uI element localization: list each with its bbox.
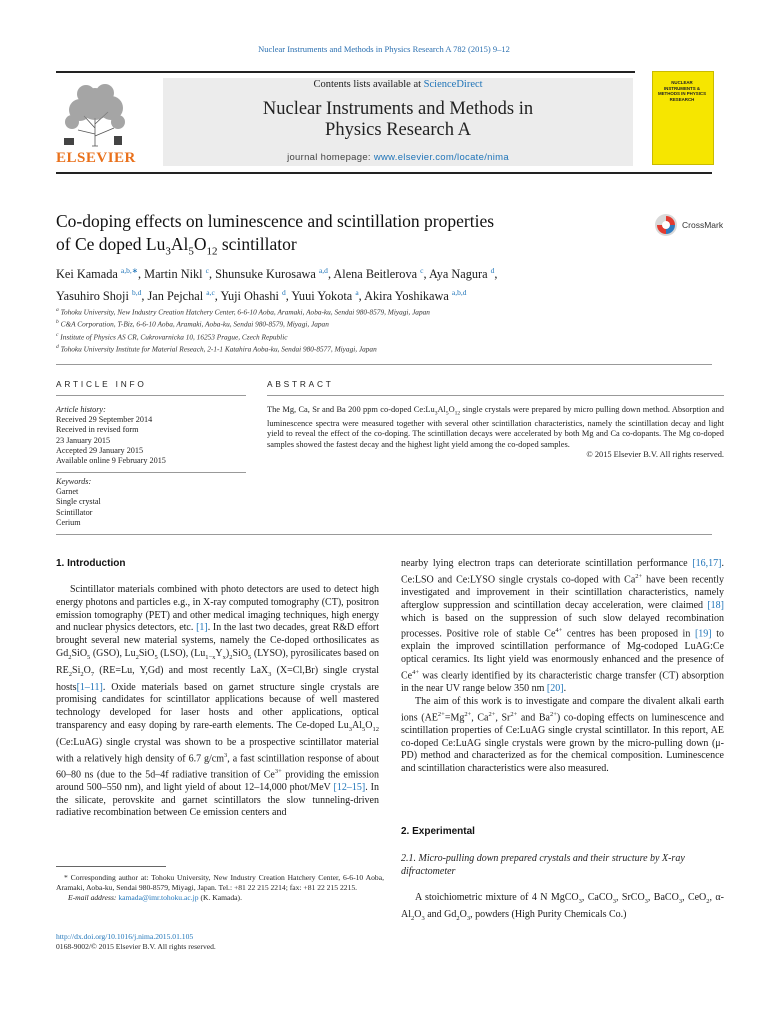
footnote-rule — [56, 866, 166, 867]
doi-link[interactable]: http://dx.doi.org/10.1016/j.nima.2015.01.105 — [56, 932, 194, 941]
keyword: Scintillator — [56, 507, 93, 517]
abstract-copyright: © 2015 Elsevier B.V. All rights reserved. — [586, 450, 724, 460]
contents-available — [163, 79, 633, 90]
keywords — [56, 477, 246, 528]
abstract-heading: ABSTRACT — [267, 379, 334, 389]
journal-cover-title: NUCLEAR INSTRUMENTS & METHODS IN PHYSICS RESEARCH — [657, 80, 707, 102]
header-bottom-rule — [56, 172, 712, 174]
homepage-prefix: journal homepage: — [287, 152, 371, 163]
sciencedirect-link[interactable]: ScienceDirect — [423, 79, 483, 90]
intro-heading: 1. Introduction — [56, 558, 126, 569]
affiliation-rule — [56, 364, 712, 365]
homepage-link[interactable]: www.elsevier.com/locate/nima — [373, 152, 509, 163]
corresponding-author-footnote: * Corresponding author at: Tohoku University, New Industry Creation Hatchery Center, 6-6-10 Aoba, Aramaki, Aoba-ku, Sendai 980-8579, Miyagi, Japan. Tel.: +81 22 215 2214; fax: +81 22 215 2215. E-mail address: kamada@imr.tohoku.ac.jp (K. Kamada). — [56, 873, 384, 902]
citation-link[interactable]: [19] — [694, 628, 712, 640]
affiliation-b: $^b$ C&A Corporation, T-Biz, 6-6-10 Aoba, Aramaki, Aoba-ku, Sendai 980-8579, Miyagi, Japan — [56, 319, 329, 329]
affiliation-c: $^c$ Institute of Physics AS CR, Cukrovarnicka 10, 16253 Prague, Czech Republic — [56, 331, 288, 342]
crossmark-icon[interactable] — [654, 213, 678, 237]
citation-link[interactable]: [1–11] — [76, 681, 103, 693]
history-item: 23 January 2015 — [56, 435, 111, 445]
keyword: Garnet — [56, 487, 79, 497]
crossmark-label[interactable]: CrossMark — [682, 220, 724, 230]
history-item: Available online 9 February 2015 — [56, 456, 166, 466]
affiliation-a: $^a$ Tohoku University, New Industry Creation Hatchery Center, 6-6-10 Aoba, Aramaki, Aoba-ku, Sendai 980-8579, Miyagi, Japan — [56, 307, 430, 317]
journal-homepage — [163, 152, 633, 163]
publisher-name: ELSEVIER — [56, 150, 136, 166]
article-info-rule — [56, 395, 246, 396]
article-history — [56, 405, 246, 466]
citation-link[interactable]: [18] — [707, 599, 724, 611]
journal-title: Nuclear Instruments and Methods in Physics Research A — [262, 99, 534, 140]
history-item: Accepted 29 January 2015 — [56, 445, 144, 455]
email-link[interactable]: kamada@imr.tohoku.ac.jp — [118, 893, 199, 902]
intro-text: Scintillator materials combined with photo detectors are used to detect high energy photons and particles e.g., in X-ray computed tomography (CT), positron emission tomography (PET) and other medical imaging techniques, high energy and nuclear physics detectors, etc. [1]. In the last two decades, great R&D effort brought several new material systems, namely the Ce-doped orthosilicates as $Gd_2SiO_5$ (GSO), $Lu_2SiO_5$ (LSO), $(Lu_{1-x}Y_x)_2SiO_5$ (LYSO), pyrosilicates based on $RE_2Si_2O_7$ (RE=Lu, Y,Gd) and most recently LaX$_3$ (X=Cl,Br) single crystal hosts[1–11]. Oxide materials based on garnet structure single crystals are promising candidates for scintillator applications because of well mastered technology developed for laser hosts and other applications, optical transparency and easy doping by rare-earth elements. The Ce-doped $Lu_3Al_5O_{12}$ (Ce:LuAG) single crystal was shown to be a prospective scintillator material with a relatively high density of 6.7 $g/cm^3$, a fast scintillation response of about 60–80 ns (due to the 5d–4f radiative transition of $Ce^{3+}$ providing the emission around 500–550 nm), and light yield of about 12–14,000 phot/MeV [12–15]. In the silicate, perovskite and garnet scintillators the slow tunneling-driven radiative recombination between Ce emission centers and — [56, 584, 380, 819]
keywords-rule — [56, 472, 246, 473]
author-list: Kei Kamada $^{a,b,∗}$, Martin Nikl $^c$, Shunsuke Kurosawa $^{a,d}$, Alena Beitlerova $^c$, Aya Nagura $^d$, Yasuhiro Shoji $^{b,d}$, Jan Pejchal $^{a,c}$, Yuji Ohashi $^d$, Yuui Yokota $^a$, Akira Yoshikawa $^{a,b,d}$ — [56, 266, 498, 303]
email-label: E-mail address: — [68, 893, 117, 902]
keywords-label: Keywords: — [56, 477, 92, 486]
abstract-text: The Mg, Ca, Sr and Ba 200 ppm co-doped $Ce:Lu_3Al_5O_{12}$ single crystals were prepared by micro pulling down method. Absorption and luminescence spectra were measured together with several other scintillation characteristics, namely the scintillation decay and light yield to reveal the effect of the co-doping. The scintillation decays were accelerated by both Mg and Ca co-dopants. The Mg co-doped samples showed the fastest decay and the highest light yield among the co-doped samples. © 2015 Elsevier B.V. All rights reserved. — [267, 405, 724, 460]
experimental-heading: 2. Experimental — [401, 826, 475, 837]
issn-line: 0168-9002/© 2015 Elsevier B.V. All rights reserved. — [56, 942, 216, 951]
keyword: Cerium — [56, 517, 81, 527]
history-item: Received in revised form — [56, 425, 139, 435]
abstract-bottom-rule — [56, 534, 712, 535]
header-top-rule — [56, 71, 635, 73]
affiliation-d: $^d$ Tohoku University Institute for Material Reseach, 2-1-1 Katahira Aoba-ku, Sendai 980-8577, Miyagi, Japan — [56, 344, 377, 354]
abstract-rule — [267, 395, 724, 396]
citation-link[interactable]: [20] — [546, 683, 564, 695]
email-suffix: (K. Kamada). — [200, 893, 242, 902]
history-label: Article history: — [56, 405, 106, 414]
article-title: Co-doping effects on luminescence and scintillation properties of Ce doped $Lu_3Al_5O_{12}$ scintillator — [56, 211, 495, 258]
citation-link[interactable]: [16,17] — [692, 558, 722, 569]
subsection-heading: 2.1. Micro-pulling down prepared crystals and their structure by X-ray difractometer — [401, 853, 685, 877]
contents-prefix: Contents lists available at — [313, 79, 422, 90]
affiliations — [56, 305, 716, 355]
citation-link[interactable]: [1] — [196, 622, 208, 634]
citation-link[interactable]: [12–15] — [333, 781, 366, 793]
experimental-text: A stoichiometric mixture of 4 N MgCO$_3$, CaCO$_3$, SrCO$_3$, BaCO$_3$, CeO$_2$, $\alpha-Al_2O_3$ and $Gd_2O_3$, powders (High Purity Chemicals Co.) — [401, 892, 724, 922]
intro-text-continued: nearby lying electron traps can deteriorate scintillation performance [16,17]. Ce:LSO and Ce:LYSO single crystals co-doped with $Ca^{2+}$ have been recently investigated and improvement in their scintillation characteristics, namely afterglow suppression and scintillation decay acceleration, were claimed [18] which is based on the suppression of such slow delayed recombination processes. Positive role of stable $Ce^{4+}$ centres has been proposed in [19] to explain the improved scintillation performance of Mg-codoped LuAG:Ce optical ceramics. Its light yield was enormously enhanced and the presence of $Ce^{4+}$ was clearly identified by its characteristic charge transfer (CT) absorption in the near UV range below 350 nm [20]. The aim of this work is to investigate and compare the divalent alkali earth ions ($AE^{2+}=Mg^{2+}$, $Ca^{2+}$, $Sr^{2+}$ and $Ba^{2+}$) co-doping effects on luminescence and scintillation properties of Ce:LuAG single crystal scintillator. In this report, AE co-doped Ce:LuAG single crystals were grown by the micro-pulling down (μ-PD) method and characterized as for the chemical composition. Luminescence and scintillation characteristics were also measured. — [401, 558, 724, 775]
citation-line[interactable]: Nuclear Instruments and Methods in Physics Research A 782 (2015) 9–12 — [258, 44, 510, 54]
history-item: Received 29 September 2014 — [56, 415, 153, 425]
article-info-heading: ARTICLE INFO — [56, 379, 147, 389]
doi-block — [56, 932, 384, 952]
keyword: Single crystal — [56, 497, 101, 507]
